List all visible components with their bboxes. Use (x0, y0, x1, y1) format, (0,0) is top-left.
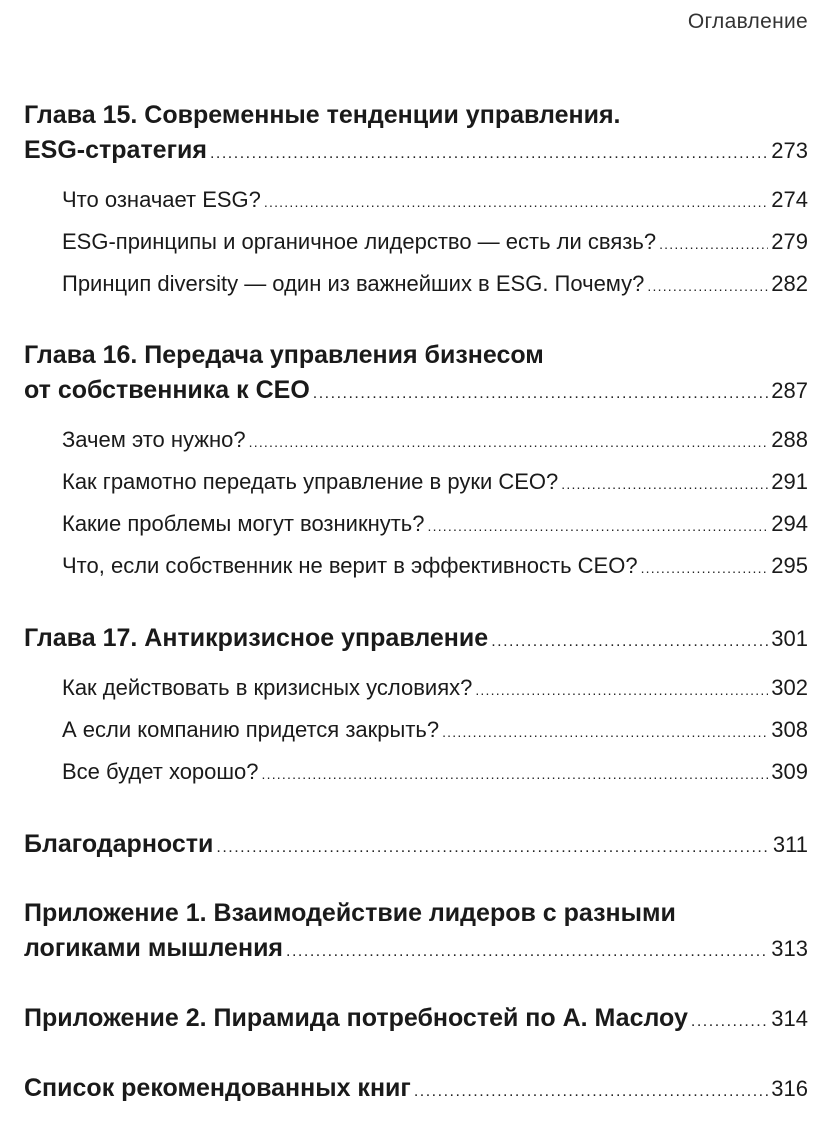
table-of-contents (24, 98, 808, 1142)
dot-leader (561, 464, 768, 504)
dot-leader (262, 754, 769, 794)
page-number: 301 (771, 626, 808, 651)
chapter-heading-line2: логиками мышления (24, 934, 284, 962)
chapter-heading: Благодарности (24, 830, 214, 858)
dot-leader (491, 624, 768, 660)
section-title: Что означает ESG? (62, 187, 261, 212)
running-header-title: Оглавление (687, 10, 808, 33)
toc-chapter-17 (24, 620, 808, 794)
dot-leader (286, 934, 768, 970)
toc-entry-section[interactable] (24, 504, 808, 546)
page-number: 311 (772, 832, 808, 857)
page-number: 295 (771, 553, 808, 578)
page-number: 316 (771, 1076, 808, 1101)
page-number: 273 (771, 138, 808, 163)
section-title: Все будет хорошо? (62, 759, 259, 784)
toc-entry-section[interactable] (24, 710, 808, 752)
section-title: Зачем это нужно? (62, 427, 246, 452)
section-title: Как действовать в кризисных условиях? (62, 675, 473, 700)
toc-entry-section[interactable] (24, 462, 808, 504)
section-title: Принцип diversity — один из важнейших в ESG. Почему? (62, 271, 645, 296)
section-title: Как грамотно передать управление в руки СЕО? (62, 469, 559, 494)
dot-leader (264, 182, 768, 222)
toc-entry-section[interactable] (24, 752, 808, 794)
dot-leader (249, 422, 769, 462)
page-number: 302 (771, 675, 808, 700)
toc-entry-section[interactable] (24, 546, 808, 588)
dot-leader (691, 1004, 768, 1040)
toc-entry-chapter[interactable] (24, 1070, 808, 1110)
toc-entry-section[interactable] (24, 222, 808, 264)
toc-acknowledgements (24, 826, 808, 866)
chapter-heading: Приложение 2. Пирамида потребностей по А. Маслоу (24, 1004, 688, 1032)
chapter-heading: Глава 17. Антикризисное управление (24, 624, 489, 652)
page-number: 287 (771, 378, 808, 403)
toc-chapter-16 (24, 338, 808, 588)
page-number: 288 (771, 427, 808, 452)
chapter-heading-line1: Приложение 1. Взаимодействие лидеров с разными (24, 899, 676, 927)
page-number: 308 (771, 717, 808, 742)
section-title: Что, если собственник не верит в эффективность СЕО? (62, 553, 638, 578)
section-title: ESG-принципы и органичное лидерство — есть ли связь? (62, 229, 657, 254)
page-number: 291 (771, 469, 808, 494)
toc-entry-section[interactable] (24, 180, 808, 222)
dot-leader (210, 136, 768, 172)
toc-appendix-1 (24, 896, 808, 970)
toc-entry-section[interactable] (24, 420, 808, 462)
dot-leader (216, 830, 770, 866)
toc-entry-chapter[interactable] (24, 930, 808, 970)
dot-leader (442, 712, 768, 752)
toc-recommended-books (24, 1070, 808, 1110)
chapter-heading-line2: ESG-стратегия (24, 136, 207, 164)
dot-leader (659, 224, 768, 264)
chapter-heading-line1: Глава 15. Современные тенденции управления. (24, 101, 621, 129)
page-number: 309 (771, 759, 808, 784)
section-title: Какие проблемы могут возникнуть? (62, 511, 425, 536)
page-number: 279 (771, 229, 808, 254)
toc-entry-chapter[interactable] (24, 826, 808, 866)
page-number: 313 (771, 936, 808, 961)
toc-entry-chapter[interactable] (24, 132, 808, 172)
toc-chapter-15 (24, 98, 808, 306)
toc-entry-chapter[interactable] (24, 620, 808, 660)
dot-leader (313, 376, 769, 412)
section-title: А если компанию придется закрыть? (62, 717, 440, 742)
toc-entry-chapter[interactable] (24, 372, 808, 412)
page-number: 274 (771, 187, 808, 212)
page-number: 314 (771, 1006, 808, 1031)
toc-appendix-2 (24, 1000, 808, 1040)
toc-entry-section[interactable] (24, 668, 808, 710)
chapter-heading-line1: Глава 16. Передача управления бизнесом (24, 341, 544, 369)
dot-leader (475, 670, 768, 710)
toc-entry-section[interactable] (24, 264, 808, 306)
dot-leader (647, 266, 768, 306)
chapter-heading: Список рекомендованных книг (24, 1074, 411, 1102)
page-number: 294 (771, 511, 808, 536)
page-number: 282 (771, 271, 808, 296)
dot-leader (428, 506, 769, 546)
dot-leader (414, 1074, 768, 1110)
toc-entry-chapter[interactable] (24, 1000, 808, 1040)
chapter-heading-line2: от собственника к СЕО (24, 376, 310, 404)
dot-leader (641, 548, 769, 588)
